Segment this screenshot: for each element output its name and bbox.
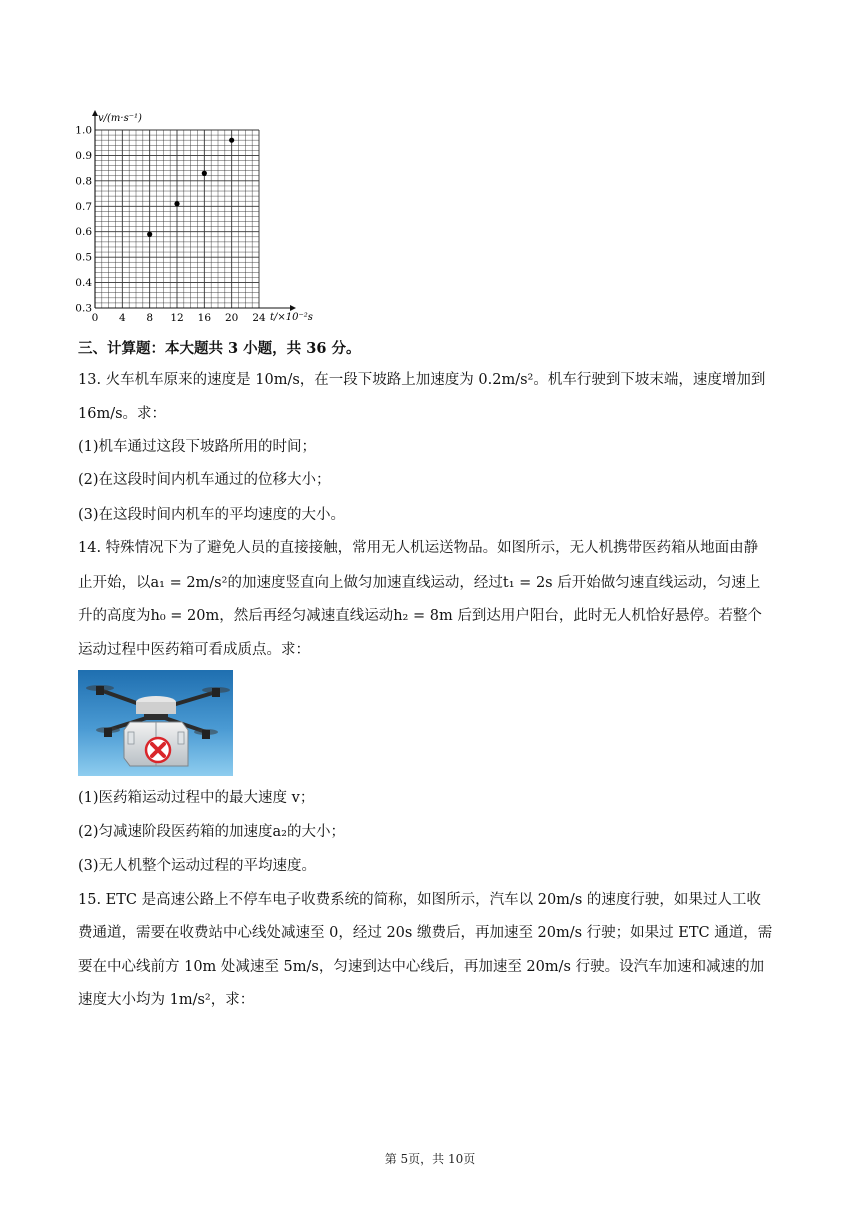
x-tick-label: 16 — [197, 312, 212, 324]
q13-part-3: (3)在这段时间内机车的平均速度的大小。 — [78, 507, 346, 523]
q15-line-4: 速度大小均为 1m/s²，求： — [78, 992, 255, 1008]
chart-grid — [95, 130, 259, 308]
data-point — [147, 232, 152, 237]
y-tick-label: 0.6 — [75, 226, 92, 239]
q15-line-2: 费通道，需要在收费站中心线处减速至 0，经过 20s 缴费后，再加速至 20m/s 行驶；如果过 ETC 通道，需 — [78, 925, 773, 941]
q14-part-2: (2)匀减速阶段医药箱的加速度a₂的大小； — [78, 824, 345, 840]
x-axis-label: t/×10⁻²s — [270, 312, 313, 323]
q14-line-4: 运动过程中医药箱可看成质点。求： — [78, 642, 310, 658]
q14-part-3: (3)无人机整个运动过程的平均速度。 — [78, 858, 317, 874]
y-tick-label: 0.4 — [75, 277, 92, 290]
y-tick-label: 0.5 — [75, 251, 92, 264]
page-footer: 第 5页，共 10页 — [384, 1152, 476, 1166]
y-tick-label: 0.7 — [75, 200, 92, 213]
data-point — [202, 171, 207, 176]
q14-part-1: (1)医药箱运动过程中的最大速度 v； — [78, 790, 315, 806]
data-point — [174, 201, 179, 206]
data-point — [229, 138, 234, 143]
y-axis-label: v/(m·s⁻¹) — [98, 113, 142, 124]
x-tick-labels — [92, 312, 266, 324]
q13-part-2: (2)在这段时间内机车通过的位移大小； — [78, 472, 331, 488]
y-tick-label: 0.8 — [75, 175, 92, 188]
x-tick-label: 8 — [146, 312, 154, 324]
q13-part-1: (1)机车通过这段下坡路所用的时间； — [78, 439, 317, 455]
y-tick-label: 0.3 — [75, 302, 92, 315]
q13-line-2: 16m/s。求： — [78, 406, 167, 422]
x-tick-label: 20 — [224, 312, 239, 324]
y-tick-labels — [75, 125, 92, 315]
x-axis-arrow — [290, 305, 296, 311]
section-heading: 三、计算题：本大题共 3 小题，共 36 分。 — [78, 340, 361, 357]
q15-line-3: 要在中心线前方 10m 处减速至 5m/s，匀速到达中心线后，再加速至 20m/s 行驶。设汽车加速和减速的加 — [78, 959, 765, 975]
x-tick-label: 24 — [252, 312, 266, 324]
y-tick-label: 1.0 — [75, 124, 92, 137]
q15-line-1: 15. ETC 是高速公路上不停车电子收费系统的简称，如图所示，汽车以 20m/s 的速度行驶，如果过人工收 — [78, 892, 761, 908]
velocity-time-chart — [70, 108, 320, 326]
drone-medical-box-photo — [78, 670, 233, 776]
q14-line-3: 升的高度为h₀ = 20m，然后再经匀减速直线运动h₂ = 8m 后到达用户阳台，此时无人机恰好悬停。若整个 — [78, 608, 762, 624]
q14-line-2: 止开始，以a₁ = 2m/s²的加速度竖直向上做匀加速直线运动，经过t₁ = 2s 后开始做匀速直线运动，匀速上 — [78, 575, 761, 591]
q13-line-1: 13. 火车机车原来的速度是 10m/s，在一段下坡路上加速度为 0.2m/s²。机车行驶到下坡末端，速度增加到 — [78, 372, 766, 388]
y-tick-label: 0.9 — [75, 149, 92, 162]
q14-line-1: 14. 特殊情况下为了避免人员的直接接触，常用无人机运送物品。如图所示，无人机携带医药箱从地面由静 — [78, 540, 759, 556]
x-tick-label: 4 — [118, 312, 126, 324]
x-tick-label: 0 — [91, 312, 99, 324]
x-tick-label: 12 — [170, 312, 184, 324]
